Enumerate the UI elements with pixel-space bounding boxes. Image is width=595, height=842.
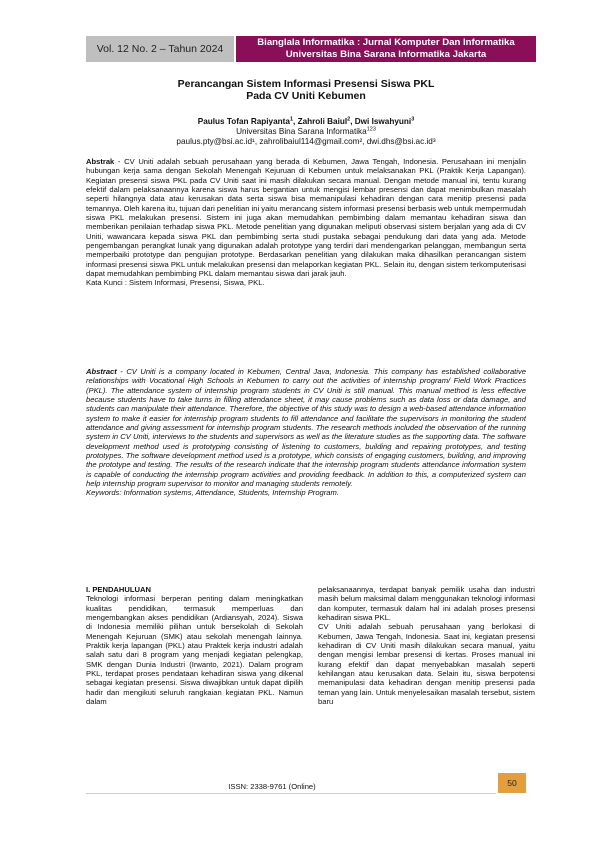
author-names — [86, 117, 526, 127]
author-1: Paulus Tofan Rapiyanta — [197, 117, 290, 126]
author-emails: paulus.pty@bsi.ac.id¹, zahrolibaiul114@gmail.com², dwi.dhs@bsi.ac.id³ — [176, 137, 436, 146]
title-line-2: Pada CV Uniti Kebumen — [246, 90, 366, 102]
affiliation-sup: 123 — [366, 126, 376, 133]
intro-paragraph-3: CV Uniti adalah sebuah perusahaan yang berlokasi di Kebumen, Jawa Tengah, Indonesia. Saat ini, kegiatan presensi kehadiran di CV Uniti masih dilakukan secara manual, yaitu dengan mengisi lembar presensi di kertas. Proses manual ini kurang efektif dan dapat menyebabkan masalah seperti kehilangan atau kerusakan data. Selain itu, siswa berpotensi memanipulasi data kehadiran dengan menitip presensi pada teman yang lain. Untuk menyelesaikan masalah tersebut, sistem baru — [318, 622, 535, 707]
footer-divider — [86, 793, 496, 794]
author-block — [86, 117, 526, 147]
affiliation-name: Universitas Bina Sarana Informatika — [236, 127, 367, 136]
intro-paragraph-2: pelaksanaannya, terdapat banyak pemilik usaha dan industri masih belum maksimal dalam menggunakan teknologi informasi dan komputer, termasuk dalam hal ini adalah proses presensi kehadiran siswa PKL. — [318, 585, 535, 623]
abstract-keywords: Keywords: Information systems, Attendance, Students, Internship Program. — [86, 488, 339, 498]
body-column-right — [318, 585, 535, 706]
author-2: , Zahroli Baiul — [293, 117, 348, 126]
abstract-text: - CV Uniti is a company located in Kebumen, Central Java, Indonesia. This company has established collaborative relationships with Vocational High Schools in Kebumen to carry out the activities of internship program/ Field Work Practices (PKL). The attendance system of internship program students in CV Uniti is still manual. This manual method is less effective because students have to take turns in filling attendance sheet, it may cause problems such as data loss or data damage, and students can manipulate their attendance. Therefore, the objective of this study was to design a web-based attendance information system to make it easier for internship program students to fill attendance and facilitate the supervisors in monitoring the student attendance and giving assessment for internship program students. The research methods included the observation of the running system in CV Uniti, interviews to the students and supervisors as well as the literature studies as the supporting data. The software development method used is prototyping consisting of listening to customers, building and repairing prototypes, and testing prototypes. The software development method used is a prototype, which consists of engaging customers, building, and improving the prototype and testing. The results of the research indicate that the internship program students attendance information system is capable of conducting the internship program activities and providing feedback. In addition to this, a computerized system can help internship program supervisor to monitor and managing students remotely. — [86, 367, 526, 489]
title-line-1: Perancangan Sistem Informasi Presensi Siswa PKL — [177, 78, 435, 90]
affiliation — [86, 127, 526, 137]
volume-label: Vol. 12 No. 2 – Tahun 2024 — [86, 36, 234, 62]
journal-name: Bianglala Informatika : Jurnal Komputer Dan Informatika — [257, 37, 515, 48]
author-1-sup: 1 — [289, 116, 294, 123]
abstrak-label: Abstrak — [86, 157, 115, 166]
body-column-left — [86, 585, 303, 706]
journal-university: Universitas Bina Sarana Informatika Jakarta — [285, 49, 487, 60]
abstrak-text: - CV Uniti adalah sebuah perusahaan yang berada di Kebumen, Jawa Tengah, Indonesia. Perusahaan ini menjalin hubungan kerja sama dengan Sekolah Menengah Kejuruan di Kebumen untuk melaksanakan PKL (Praktik Kerja Lapangan). Kegiatan presensi siswa PKL pada CV Uniti saat ini masih dilakukan secara manual. Dengan metode manual ini, tentu kurang efektif dalam pelaksanaannya karena siswa harus bergantian untuk mengisi lembar presensi dan dapat menimbulkan masalah seperti hilangnya data atau kerusakan data serta siswa bisa memanipulasi kehadiran dengan cara menitip presensi pada temannya. Oleh karena itu, tujuan dari penelitian ini yaitu merancang sistem informasi presensi berbasis web untuk mempermudah siswa PKL melakukan presensi. Sistem ini juga akan memudahkan pembimbing dalam memantau kehadiran siswa dan memberikan penilaian terhadap siswa PKL. Metode penelitian yang digunakan meliputi observasi sistem berjalan yang ada di CV Uniti, wawancara kepada siswa PKL dan pembimbing serta studi pustaka sebagai pendukung dari data yang ada. Metode pengembangan perangkat lunak yang digunakan adalah prototype yang terdiri dari mendengarkan pelanggan, membangun serta memperbaiki prototype dan pengujian prototype. Berdasarkan penelitian yang dilakukan maka dihasilkan perancangan sistem informasi presensi siswa PKL untuk melakukan presensi dan melaporkan kegiatan PKL. Selain itu, dengan sistem terkomputerisasi dapat memudahkan pembimbing PKL dalam memantau siswa dari jarak jauh. — [86, 157, 526, 279]
abstrak-keywords: Kata Kunci : Sistem Informasi, Presensi, Siswa, PKL. — [86, 278, 265, 288]
author-3-sup: 3 — [411, 116, 415, 123]
journal-banner — [236, 36, 536, 62]
paper-title — [86, 78, 526, 102]
section-heading: I. PENDAHULUAN — [86, 585, 151, 594]
page-number: 50 — [498, 773, 526, 793]
footer-issn: ISSN: 2338-9761 (Online) — [228, 782, 316, 791]
author-2-sup: 2 — [347, 116, 351, 123]
author-3: , Dwi Iswahyuni — [350, 117, 412, 126]
intro-paragraph-1: Teknologi informasi berperan penting dalam meningkatkan kualitas pendidikan, termasuk memperluas dan mengembangkan akses pendidikan (Ardiansyah, 2024). Siswa di Indonesia memiliki pilihan untuk bersekolah di Sekolah Menengah Kejuruan (SMK) atau sekolah menengah lainnya. Praktik kerja lapangan (PKL) atau Praktek kerja industri adalah salah satu dari 8 program yang menjadi kegiatan pelengkap, SMK dengan Dunia Industri (Irwanto, 2021). Dalam program PKL, terdapat proses pendataan kehadiran siswa yang dikenal sebagai kegiatan presensi. Siswa diwajibkan untuk dapat dipilih hadir dan mengikuti seluruh rangkaian kegiatan PKL. Namun dalam — [86, 594, 303, 707]
abstrak-section — [86, 157, 526, 288]
abstract-section — [86, 367, 526, 498]
abstract-label: Abstract — [86, 367, 117, 376]
